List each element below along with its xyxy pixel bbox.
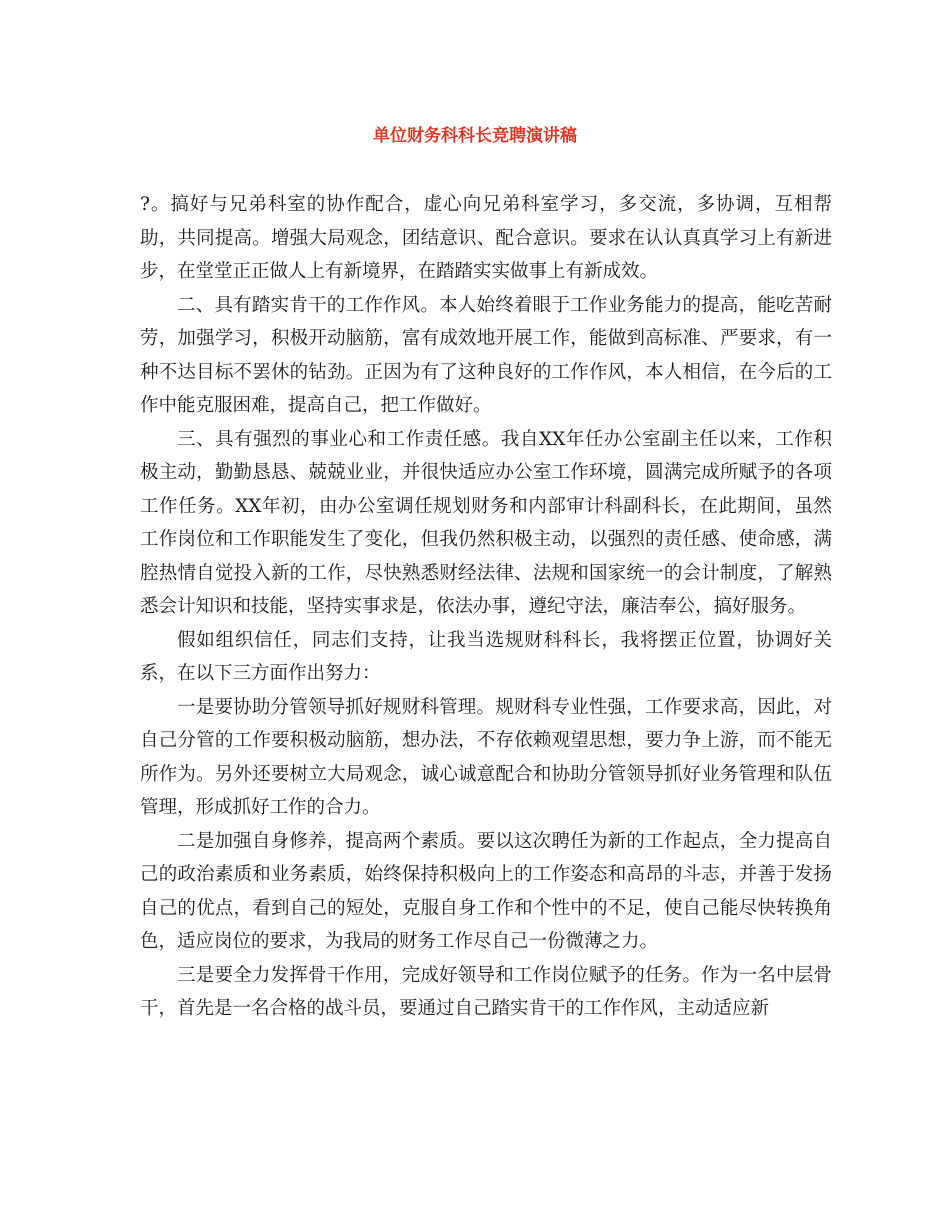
paragraph-6: 二是加强自身修养，提高两个素质。要以这次聘任为新的工作起点，全力提高自己的政治素质和业务素质，始终保持积极向上的工作姿态和高昂的斗志，并善于发扬自己的优点，看到自己的短处，克服自身工作和个性中的不足，使自己能尽快转换角色，适应岗位的要求，为我局的财务工作尽自己一份微薄之力。 bbox=[140, 830, 832, 952]
paragraph-5: 一是要协助分管领导抓好规财科管理。规财科专业性强，工作要求高，因此，对自己分管的工作要积极动脑筋，想办法，不存依赖观望思想，要力争上游，而不能无所作为。另外还要树立大局观念，诚心诚意配合和协助分管领导抓好业务管理和队伍管理，形成抓好工作的合力。 bbox=[140, 696, 832, 818]
document-body bbox=[140, 188, 832, 1026]
paragraph-3: 三、具有强烈的事业心和工作责任感。我自XX年任办公室副主任以来，工作积极主动，勤勤恳恳、兢兢业业，并很快适应办公室工作环境，圆满完成所赋予的各项工作任务。XX年初，由办公室调任规划财务和内部审计科副科长，在此期间，虽然工作岗位和工作职能发生了变化，但我仍然积极主动，以强烈的责任感、使命感，满腔热情自觉投入新的工作，尽快熟悉财经法律、法规和国家统一的会计制度，了解熟悉会计知识和技能，坚持实事求是，依法办事，遵纪守法，廉洁奉公，搞好服务。 bbox=[140, 428, 832, 617]
paragraph-7: 三是要全力发挥骨干作用，完成好领导和工作岗位赋予的任务。作为一名中层骨干，首先是一名合格的战斗员，要通过自己踏实肯干的工作作风，主动适应新 bbox=[140, 964, 832, 1019]
paragraph-4: 假如组织信任，同志们支持，让我当选规财科科长，我将摆正位置，协调好关系，在以下三方面作出努力： bbox=[140, 629, 832, 684]
paragraph-1: ?。搞好与兄弟科室的协作配合，虚心向兄弟科室学习，多交流，多协调，互相帮助，共同提高。增强大局观念，团结意识、配合意识。要求在认认真真学习上有新进步，在堂堂正正做人上有新境界，在踏踏实实做事上有新成效。 bbox=[140, 194, 832, 282]
document-title: 单位财务科科长竞聘演讲稿 bbox=[373, 126, 577, 146]
paragraph-2: 二、具有踏实肯干的工作作风。本人始终着眼于工作业务能力的提高，能吃苦耐劳，加强学习，积极开动脑筋，富有成效地开展工作，能做到高标准、严要求，有一种不达目标不罢休的钻劲。正因为有了这种良好的工作作风，本人相信，在今后的工作中能克服困难，提高自己，把工作做好。 bbox=[140, 294, 832, 416]
